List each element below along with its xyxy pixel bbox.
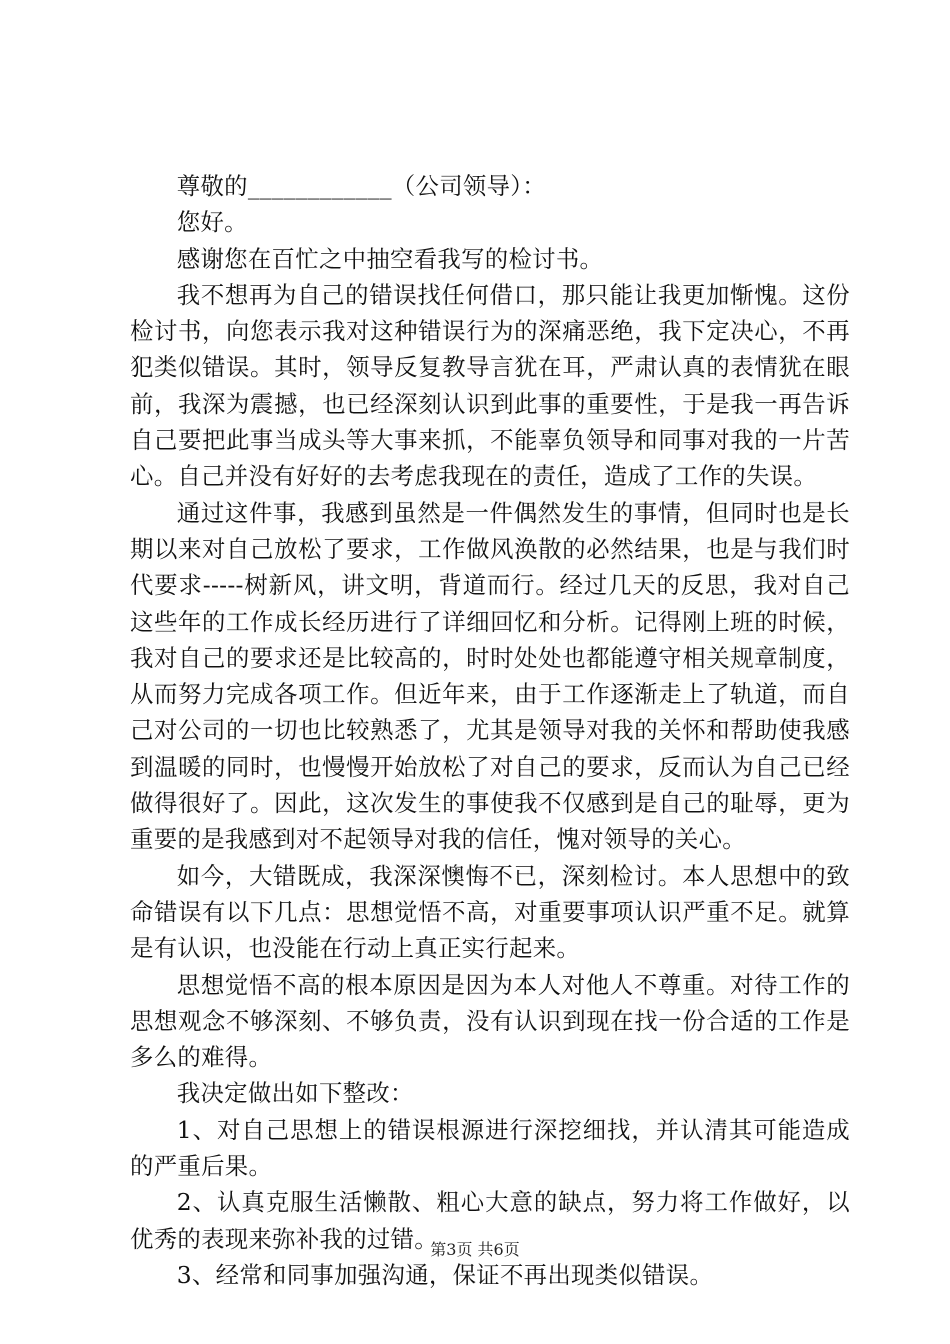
greeting: 您好。 [176,208,248,237]
paragraph: 通过这件事，我感到虽然是一件偶然发生的事情，但同时也是长期以来对自己放松了要求，工作做风涣散的必然结果，也是与我们时代要求-----树新风，讲文明，背道而行。经过几天的反思，我对自己这些年的工作成长经历进行了详细回忆和分析。记得刚上班的时候，我对自己的要求还是比较高的，时时处处也都能遵守相关规章制度，从而努力完成各项工作。但近年来，由于工作逐渐走上了轨道，而自己对公司的一切也比较熟悉了，尤其是领导对我的关怀和帮助使我感到温暖的同时，也慢慢开始放松了对自己的要求，反而认为自己已经做得很好了。因此，这次发生的事使我不仅感到是自己的耻辱，更为重要的是我感到对不起领导对我的信任，愧对领导的关心。 [130,498,850,854]
salutation: 尊敬的____________（公司领导）： [176,172,546,200]
paragraph: 感谢您在百忙之中抽空看我写的检讨书。 [176,244,604,273]
page-number-footer: 第3页 共6页 [430,1240,520,1259]
paragraph: 我决定做出如下整改： [176,1079,414,1108]
document-body [130,168,850,1293]
paragraph: 如今，大错既成，我深深懊悔不已，深刻检讨。本人思想中的致命错误有以下几点：思想觉悟不高，对重要事项认识严重不足。就算是有认识，也没能在行动上真正实行起来。 [130,861,850,963]
list-item: 3、经常和同事加强沟通，保证不再出现类似错误。 [176,1260,714,1289]
paragraph: 我不想再为自己的错误找任何借口，那只能让我更加惭愧。这份检讨书，向您表示我对这种错误行为的深痛恶绝，我下定决心，不再犯类似错误。其时，领导反复教导言犹在耳，严肃认真的表情犹在眼前，我深为震撼，也已经深刻认识到此事的重要性，于是我一再告诉自己要把此事当成头等大事来抓，不能辜负领导和同事对我的一片苦心。自己并没有好好的去考虑我现在的责任，造成了工作的失误。 [130,280,850,491]
list-item: 2、认真克服生活懒散、粗心大意的缺点，努力将工作做好，以优秀的表现来弥补我的过错。 [130,1188,850,1253]
paragraph: 思想觉悟不高的根本原因是因为本人对他人不尊重。对待工作的思想观念不够深刻、不够负责，没有认识到现在找一份合适的工作是多么的难得。 [130,970,850,1072]
list-item: 1、对自己思想上的错误根源进行深挖细找，并认清其可能造成的严重后果。 [130,1115,850,1181]
